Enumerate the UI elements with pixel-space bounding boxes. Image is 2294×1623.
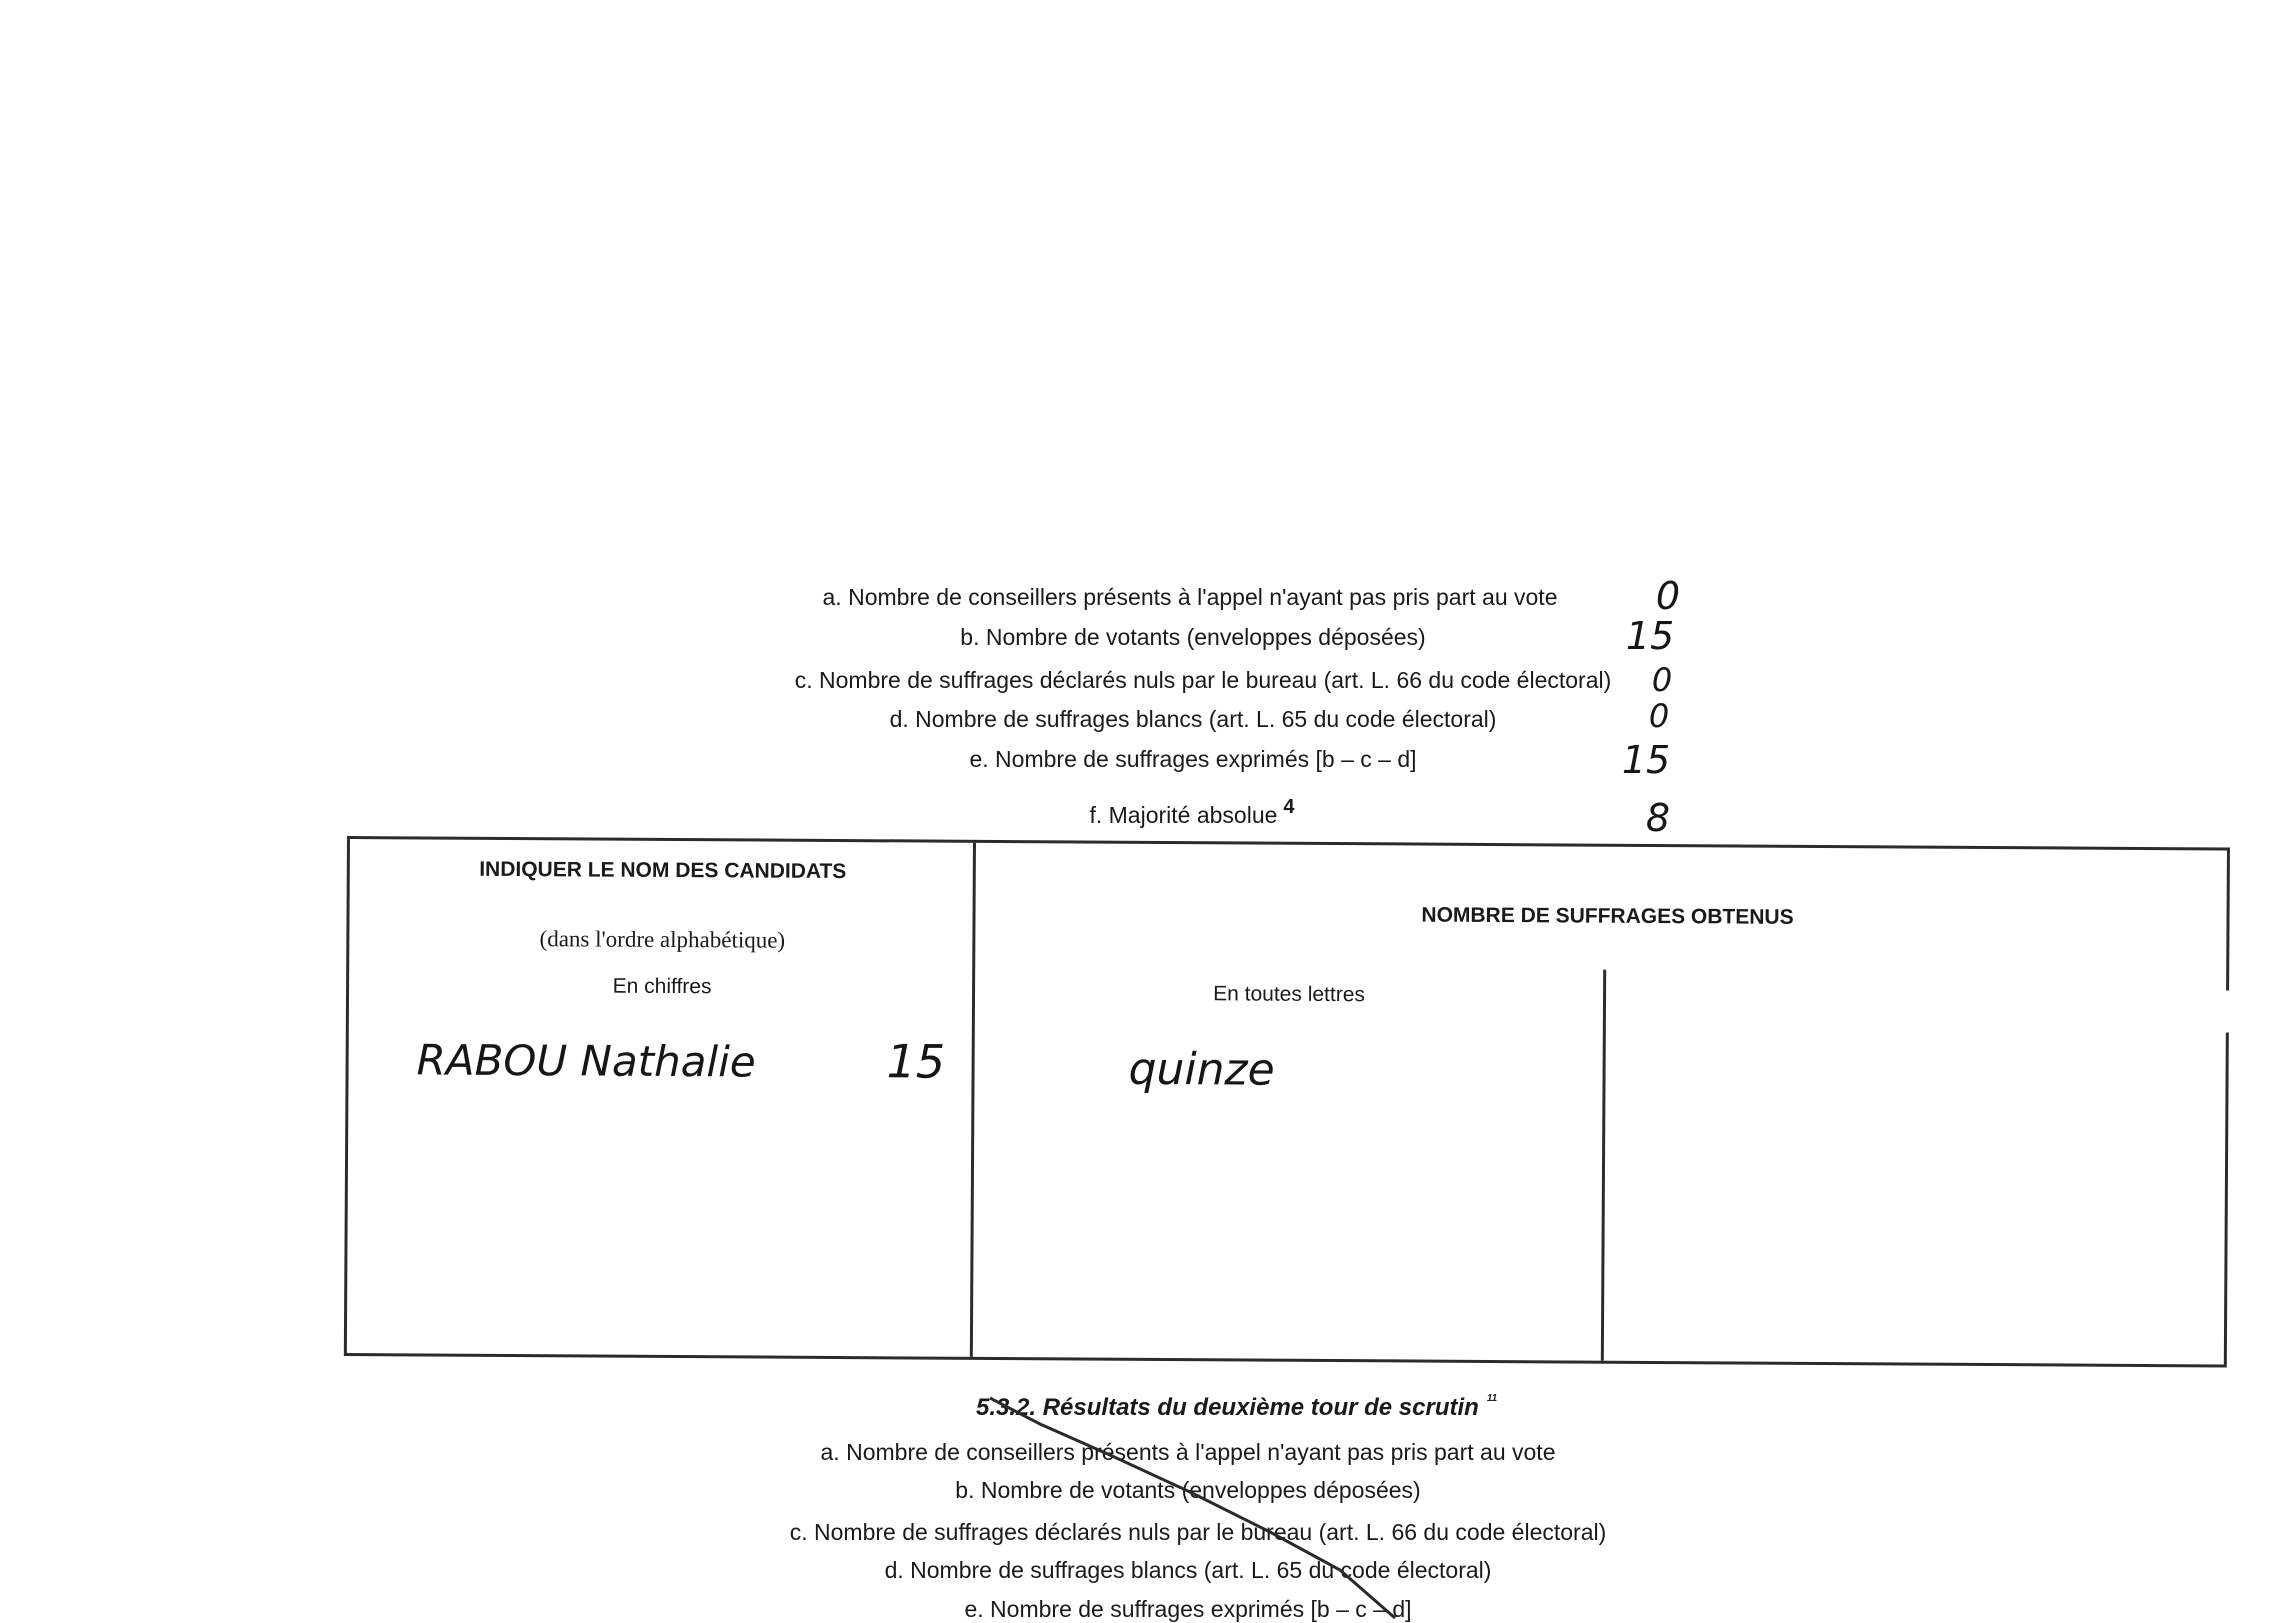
r2-row-b-label: b. Nombre de votants (enveloppes déposées) bbox=[955, 1477, 1421, 1503]
strike-line bbox=[990, 1398, 1395, 1618]
round2-title bbox=[976, 1393, 1497, 1422]
r1-row-b-label: b. Nombre de votants (enveloppes déposées) bbox=[960, 624, 1426, 650]
r1-row-e-label: e. Nombre de suffrages exprimés [b – c – d] bbox=[969, 746, 1417, 772]
r1-row-a-value: 0 bbox=[1655, 574, 1681, 618]
r1-row-d-label: d. Nombre de suffrages blancs (art. L. 65 du code électoral) bbox=[889, 706, 1497, 732]
candidate-name: RABOU Nathalie bbox=[416, 1035, 756, 1087]
r2-row-d-label: d. Nombre de suffrages blancs (art. L. 65 du code électoral) bbox=[884, 1557, 1492, 1583]
round2-footnote-marker: 11 bbox=[1486, 1393, 1498, 1404]
column-divider-2 bbox=[1601, 970, 1606, 1361]
candidate-votes-letters: quinze bbox=[1128, 1043, 1275, 1096]
r1-row-c-value: 0 bbox=[1651, 661, 1673, 699]
in-figures-label: En chiffres bbox=[612, 974, 712, 999]
round2-title-text: 5.3.2. Résultats du deuxième tour de scrutin bbox=[976, 1394, 1479, 1421]
candidate-votes-figures: 15 bbox=[886, 1034, 946, 1089]
r1-row-b-value: 15 bbox=[1625, 614, 1675, 658]
r1-row-a-label: a. Nombre de conseillers présents à l'appel n'ayant pas pris part au vote bbox=[822, 584, 1558, 610]
majority-label-text: f. Majorité absolue bbox=[1089, 802, 1278, 828]
border-gap bbox=[2225, 990, 2237, 1032]
candidates-header: INDIQUER LE NOM DES CANDIDATS bbox=[479, 857, 847, 884]
r1-row-c-label: c. Nombre de suffrages déclarés nuls par le bureau (art. L. 66 du code électoral) bbox=[794, 667, 1612, 693]
r1-majority-value: 8 bbox=[1645, 796, 1671, 840]
r1-row-d-value: 0 bbox=[1648, 697, 1670, 735]
r1-row-e-value: 15 bbox=[1621, 738, 1671, 782]
alpha-order-note: (dans l'ordre alphabétique) bbox=[539, 926, 786, 953]
votes-header: NOMBRE DE SUFFRAGES OBTENUS bbox=[1421, 903, 1794, 929]
in-letters-label: En toutes lettres bbox=[1213, 982, 1365, 1007]
r2-row-a-label: a. Nombre de conseillers présents à l'appel n'ayant pas pris part au vote bbox=[820, 1439, 1556, 1465]
r1-majority-label bbox=[1089, 796, 1294, 829]
candidates-table bbox=[344, 836, 2230, 1367]
column-divider bbox=[970, 843, 976, 1357]
r2-row-c-label: c. Nombre de suffrages déclarés nuls par le bureau (art. L. 66 du code électoral) bbox=[789, 1519, 1607, 1545]
r2-row-e-label: e. Nombre de suffrages exprimés [b – c – d] bbox=[964, 1596, 1412, 1622]
footnote-marker: 4 bbox=[1283, 796, 1295, 818]
